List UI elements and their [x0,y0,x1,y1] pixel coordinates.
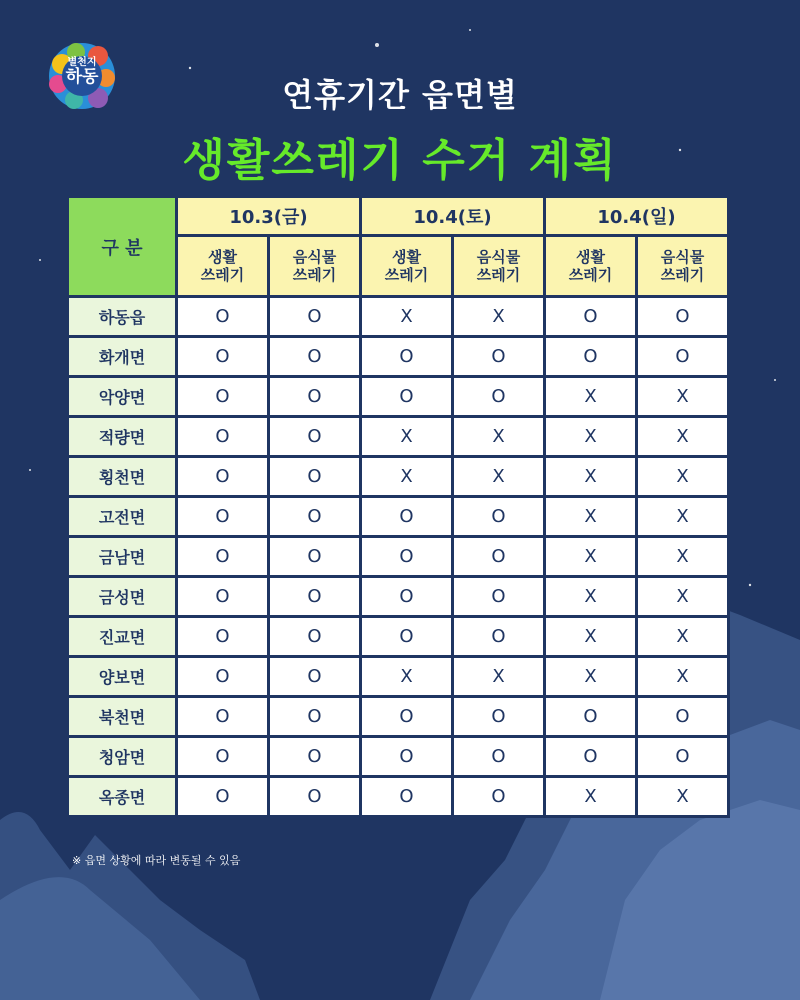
collection-status-cell: O [270,618,359,655]
header-waste-type [638,237,727,295]
header-waste-type-line2: 쓰레기 [200,266,245,284]
collection-status-cell: O [178,378,267,415]
collection-status-cell: O [270,418,359,455]
collection-status-cell: O [270,338,359,375]
table-row [69,498,727,535]
logo-title: 하동 [65,66,99,87]
page-title-line1: 연휴기간 읍면별 [282,76,518,114]
collection-status-cell: X [638,458,727,495]
collection-status-cell: X [546,618,635,655]
collection-status-cell: O [178,778,267,815]
table-header-row-dates [69,198,727,234]
collection-status-cell: O [454,618,543,655]
collection-status-cell: X [546,578,635,615]
collection-status-cell: O [454,778,543,815]
collection-status-cell: X [638,378,727,415]
collection-status-cell: O [546,698,635,735]
collection-status-cell: X [546,538,635,575]
collection-status-cell: O [178,298,267,335]
collection-status-cell: X [454,298,543,335]
logo-subtitle: 별천지 [67,57,97,68]
collection-status-cell: X [454,458,543,495]
collection-status-cell: O [362,538,451,575]
collection-status-cell: O [362,338,451,375]
table-row [69,418,727,455]
table-row [69,738,727,775]
district-name: 옥종면 [69,778,175,815]
collection-status-cell: X [638,658,727,695]
table-row [69,458,727,495]
table-row [69,618,727,655]
district-name: 진교면 [69,618,175,655]
header-date: 10.3(금) [178,198,359,234]
collection-status-cell: O [270,658,359,695]
header-waste-type-line1: 생활 [576,248,605,266]
collection-status-cell: O [270,738,359,775]
collection-status-cell: O [178,618,267,655]
collection-status-cell: O [454,698,543,735]
header-waste-type-line1: 음식물 [292,248,337,266]
collection-status-cell: X [638,618,727,655]
header-date: 10.4(토) [362,198,543,234]
collection-schedule-table [66,195,730,818]
collection-status-cell: X [362,298,451,335]
table-row [69,538,727,575]
collection-status-cell: X [546,418,635,455]
collection-status-cell: O [638,298,727,335]
header-waste-type-line1: 생활 [392,248,421,266]
collection-status-cell: O [270,778,359,815]
table-row [69,698,727,735]
table-row [69,378,727,415]
table-row [69,338,727,375]
collection-status-cell: X [638,578,727,615]
collection-status-cell: O [454,738,543,775]
district-name: 양보면 [69,658,175,695]
collection-status-cell: O [638,698,727,735]
district-name: 북천면 [69,698,175,735]
collection-status-cell: O [270,578,359,615]
header-waste-type-line2: 쓰레기 [292,266,337,284]
header-waste-type-line2: 쓰레기 [660,266,705,284]
collection-status-cell: O [362,738,451,775]
collection-status-cell: O [362,498,451,535]
header-waste-type-line1: 음식물 [476,248,521,266]
collection-status-cell: O [270,298,359,335]
header-waste-type [270,237,359,295]
district-name: 하동읍 [69,298,175,335]
table-body [69,298,727,815]
header-waste-type [546,237,635,295]
collection-status-cell: X [362,658,451,695]
district-name: 금성면 [69,578,175,615]
collection-status-cell: O [270,698,359,735]
collection-status-cell: O [270,538,359,575]
header-waste-type [178,237,267,295]
header-date: 10.4(일) [546,198,727,234]
collection-status-cell: X [362,418,451,455]
collection-status-cell: X [546,658,635,695]
collection-status-cell: O [638,338,727,375]
collection-status-cell: O [362,378,451,415]
district-name: 적량면 [69,418,175,455]
district-name: 청암면 [69,738,175,775]
collection-status-cell: O [362,578,451,615]
collection-status-cell: O [178,538,267,575]
collection-status-cell: X [546,498,635,535]
collection-status-cell: X [546,378,635,415]
collection-status-cell: O [546,738,635,775]
district-name: 금남면 [69,538,175,575]
collection-status-cell: X [638,538,727,575]
collection-status-cell: O [454,338,543,375]
collection-status-cell: O [638,738,727,775]
district-name: 화개면 [69,338,175,375]
collection-status-cell: X [638,498,727,535]
collection-status-cell: O [362,698,451,735]
collection-status-cell: O [178,498,267,535]
collection-status-cell: O [362,618,451,655]
table-row [69,298,727,335]
collection-status-cell: O [178,458,267,495]
collection-status-cell: O [454,378,543,415]
collection-status-cell: O [178,418,267,455]
district-name: 횡천면 [69,458,175,495]
collection-status-cell: O [454,578,543,615]
collection-status-cell: O [270,458,359,495]
table-row [69,578,727,615]
header-waste-type-line2: 쓰레기 [476,266,521,284]
collection-status-cell: O [178,698,267,735]
header-waste-type-line2: 쓰레기 [384,266,429,284]
header-waste-type-line2: 쓰레기 [568,266,613,284]
header-waste-type [362,237,451,295]
header-waste-type-line1: 음식물 [660,248,705,266]
collection-status-cell: X [546,458,635,495]
collection-status-cell: X [362,458,451,495]
table-row [69,778,727,815]
collection-status-cell: O [546,338,635,375]
collection-status-cell: O [178,738,267,775]
collection-status-cell: O [454,498,543,535]
header-category: 구 분 [69,198,175,295]
collection-status-cell: O [178,338,267,375]
header-waste-type [454,237,543,295]
district-name: 악양면 [69,378,175,415]
collection-status-cell: X [638,778,727,815]
header-waste-type-line1: 생활 [208,248,237,266]
collection-status-cell: O [178,658,267,695]
collection-status-cell: X [546,778,635,815]
collection-status-cell: X [638,418,727,455]
collection-status-cell: O [178,578,267,615]
collection-status-cell: X [454,658,543,695]
collection-status-cell: O [454,538,543,575]
district-name: 고전면 [69,498,175,535]
page-title-line2: 생활쓰레기 수거 계획 [182,135,618,186]
collection-status-cell: O [546,298,635,335]
footnote: ※ 읍면 상황에 따라 변동될 수 있음 [72,854,241,867]
collection-status-cell: O [362,778,451,815]
collection-status-cell: O [270,378,359,415]
collection-status-cell: X [454,418,543,455]
table-row [69,658,727,695]
collection-status-cell: O [270,498,359,535]
